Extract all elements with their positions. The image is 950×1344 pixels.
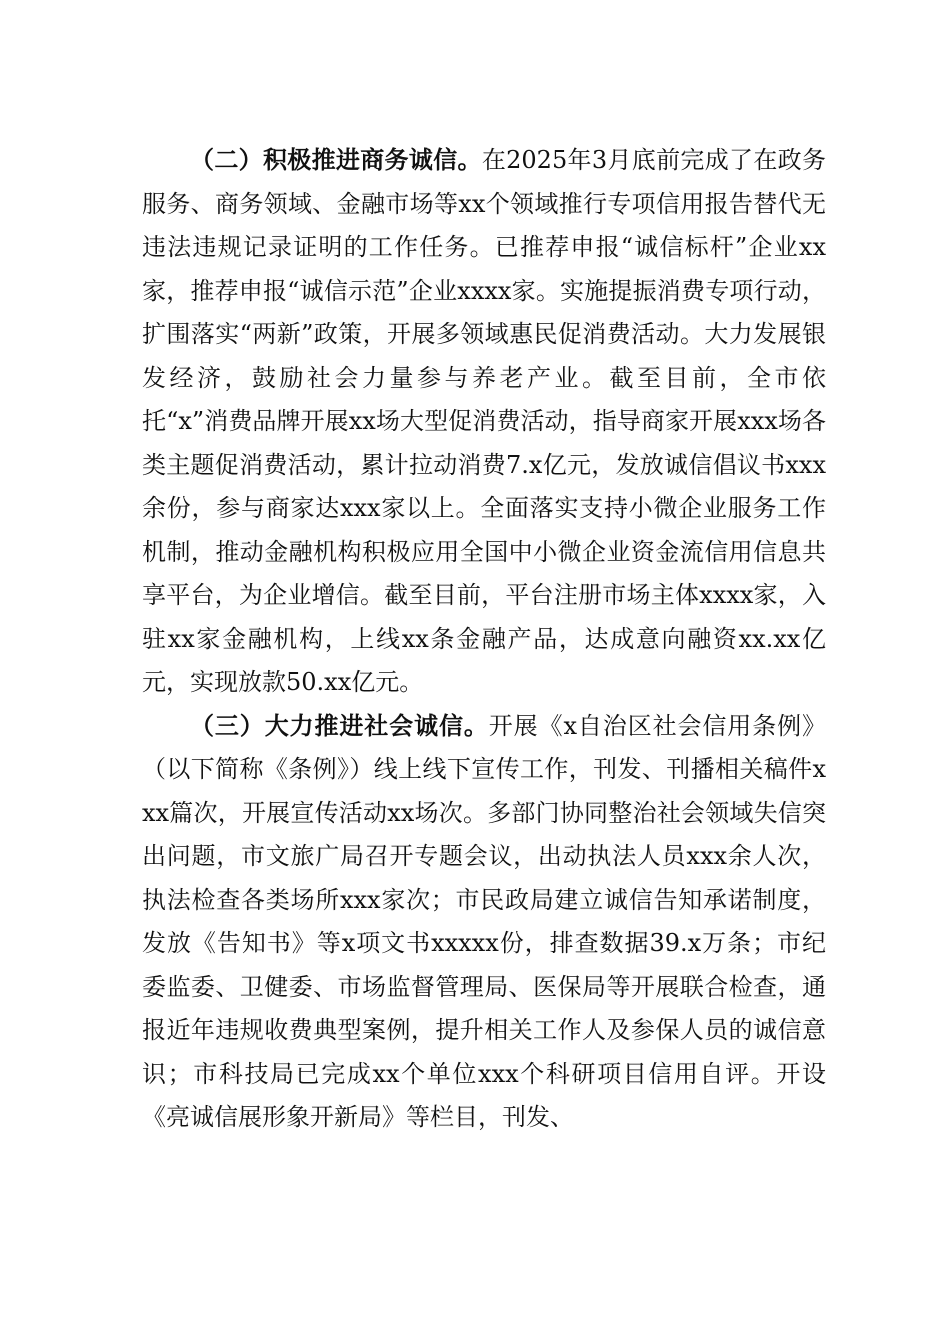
section-heading-business-credit: （二）积极推进商务诚信。 [190, 146, 482, 174]
paragraph-text-business-credit: 在2025年3月底前完成了在政务服务、商务领域、金融市场等xx个领域推行专项信用报告替代无违法违规记录证明的工作任务。已推荐申报“诚信标杆”企业xx家，推荐申报“诚信示范”企业xxxx家。实施提振消费专项行动，扩围落实“两新”政策，开展多领域惠民促消费活动。大力发展银发经济，鼓励社会力量参与养老产业。截至目前，全市依托“x”消费品牌开展xx场大型促消费活动，指导商家开展xxx场各类主题促消费活动，累计拉动消费7.x亿元，发放诚信倡议书xxx余份，参与商家达xxx家以上。全面落实支持小微企业服务工作机制，推动金融机构积极应用全国中小微企业资金流信用信息共享平台，为企业增信。截至目前，平台注册市场主体xxxx家，入驻xx家金融机构，上线xx条金融产品，达成意向融资xx.xx亿元，实现放款50.xx亿元。 [142, 146, 826, 696]
document-body [142, 139, 826, 1140]
paragraph-business-credit [142, 139, 826, 705]
section-heading-social-credit: （三）大力推进社会诚信。 [190, 711, 489, 740]
paragraph-text-social-credit: 开展《x自治区社会信用条例》（以下简称《条例》）线上线下宣传工作，刊发、刊播相关稿件xxx篇次，开展宣传活动xx场次。多部门协同整治社会领域失信突出问题，市文旅广局召开专题会议，出动执法人员xxx余人次，执法检查各类场所xxx家次；市民政局建立诚信告知承诺制度，发放《告知书》等x项文书xxxxx份，排查数据39.x万条；市纪委监委、卫健委、市场监督管理局、医保局等开展联合检查，通报近年违规收费典型案例，提升相关工作人及参保人员的诚信意识；市科技局已完成xx个单位xxx个科研项目信用自评。开设《亮诚信展形象开新局》等栏目，刊发、 [142, 711, 826, 1131]
paragraph-social-credit [142, 705, 826, 1140]
